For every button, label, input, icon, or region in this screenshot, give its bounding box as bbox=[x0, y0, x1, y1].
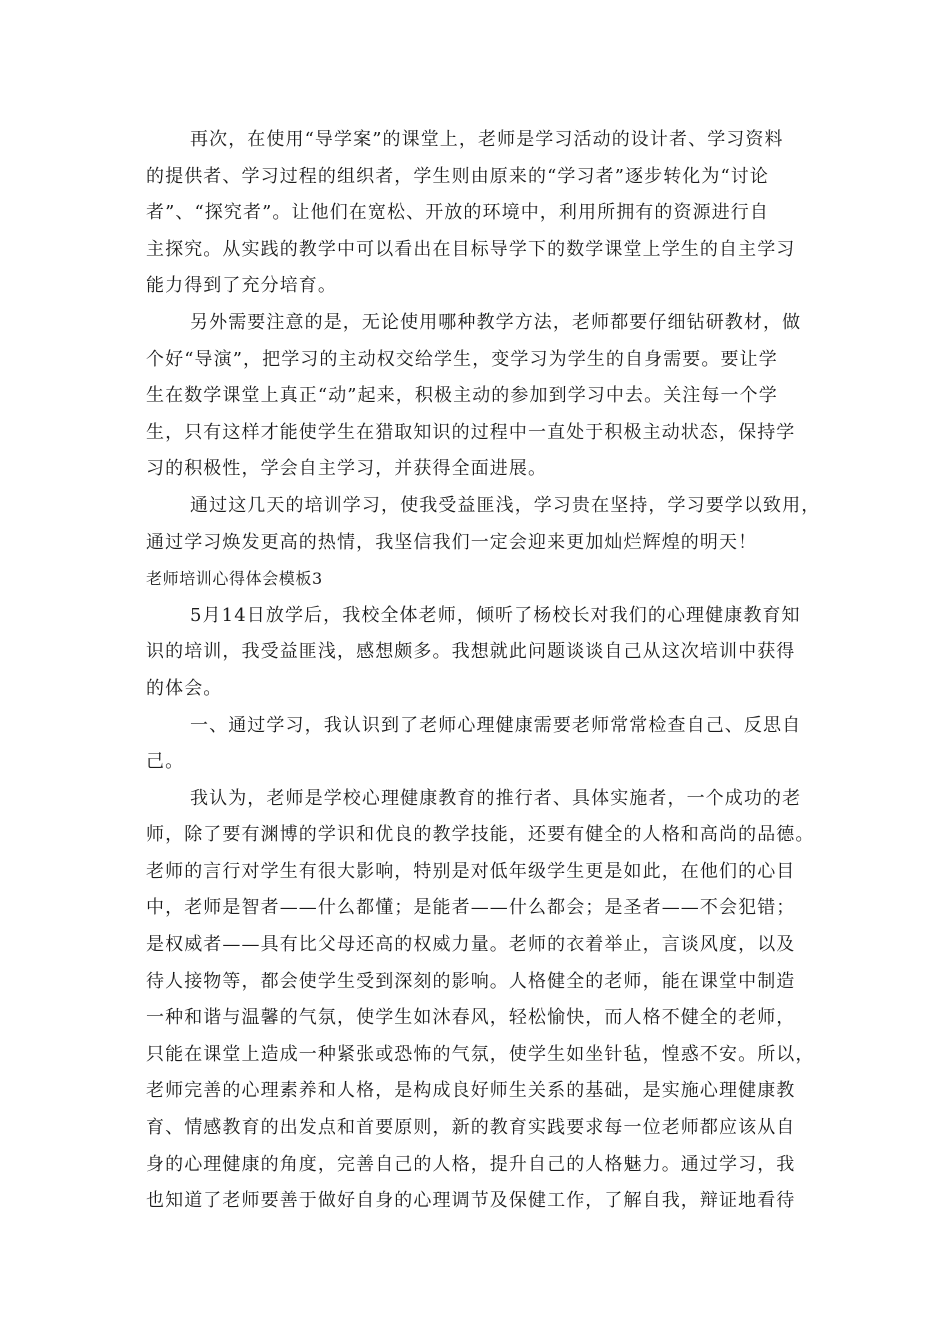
text-line: 主探究。从实践的教学中可以看出在目标导学下的数学课堂上学生的自主学习 bbox=[146, 238, 796, 260]
text-line: 是权威者——具有比父母还高的权威力量。老师的衣着举止，言谈风度，以及 bbox=[146, 934, 796, 956]
text-line: 待人接物等，都会使学生受到深刻的影响。人格健全的老师，能在课堂中制造 bbox=[146, 970, 796, 992]
document-body bbox=[146, 122, 821, 1220]
text-line: 习的积极性，学会自主学习，并获得全面进展。 bbox=[146, 458, 548, 480]
text-line: 老师完善的心理素养和人格，是构成良好师生关系的基础，是实施心理健康教 bbox=[146, 1080, 796, 1102]
paragraph-training-intro bbox=[146, 598, 802, 708]
text-line: 身的心理健康的角度，完善自己的人格，提升自己的人格魅力。通过学习，我 bbox=[146, 1153, 796, 1175]
text-line: 个好“导演”，把学习的主动权交给学生，变学习为学生的自身需要。要让学 bbox=[146, 348, 778, 370]
text-line: 再次，在使用“导学案”的课堂上，老师是学习活动的设计者、学习资料 bbox=[190, 129, 784, 150]
paragraph-teacher-role bbox=[146, 781, 815, 1220]
text-line: 另外需要注意的是，无论使用哪种教学方法，老师都要仔细钻研教材，做 bbox=[190, 311, 802, 333]
text-line: 通过这几天的培训学习，使我受益匪浅，学习贵在坚持，学习要学以致用， bbox=[190, 494, 821, 516]
text-line: 能力得到了充分培育。 bbox=[146, 275, 337, 297]
text-line: 也知道了老师要善于做好自身的心理调节及保健工作，了解自我，辩证地看待 bbox=[146, 1190, 796, 1212]
paragraph-guided-learning bbox=[146, 122, 802, 305]
text-line: 老师的言行对学生有很大影响，特别是对低年级学生更是如此，在他们的心目 bbox=[146, 860, 796, 882]
text-line: 通过学习焕发更高的热情，我坚信我们一定会迎来更加灿烂辉煌的明天！ bbox=[146, 531, 758, 553]
text-line: 5月14日放学后，我校全体老师，倾听了杨校长对我们的心理健康教育知 bbox=[190, 604, 801, 626]
section-heading: 老师培训心得体会模板3 bbox=[146, 569, 323, 589]
text-line: 我认为，老师是学校心理健康教育的推行者、具体实施者，一个成功的老 bbox=[190, 787, 802, 809]
text-line: 识的培训，我受益匪浅，感想颇多。我想就此问题谈谈自己从这次培训中获得 bbox=[146, 641, 796, 663]
text-line: 的体会。 bbox=[146, 677, 223, 699]
text-line: 师，除了要有渊博的学识和优良的教学技能，还要有健全的人格和高尚的品德。 bbox=[146, 824, 815, 846]
text-line: 者”、“探究者”。让他们在宽松、开放的环境中，利用所拥有的资源进行自 bbox=[146, 202, 770, 224]
paragraph-conclusion bbox=[146, 488, 821, 561]
text-line: 生在数学课堂上真正“动”起来，积极主动的参加到学习中去。关注每一个学 bbox=[146, 385, 778, 407]
text-line: 生，只有这样才能使学生在猎取知识的过程中一直处于积极主动状态，保持学 bbox=[146, 421, 796, 443]
paragraph-teaching-method bbox=[146, 305, 802, 488]
text-line: 一种和谐与温馨的气氛，使学生如沐春风，轻松愉快，而人格不健全的老师， bbox=[146, 1007, 796, 1029]
text-line: 育、情感教育的出发点和首要原则，新的教育实践要求每一位老师都应该从自 bbox=[146, 1117, 796, 1139]
text-line: 中，老师是智者——什么都懂；是能者——什么都会；是圣者——不会犯错； bbox=[146, 897, 796, 919]
text-line: 只能在课堂上造成一种紧张或恐怖的气氛，使学生如坐针毡，惶惑不安。所以， bbox=[146, 1043, 815, 1065]
paragraph-point-one bbox=[146, 708, 802, 781]
text-line: 的提供者、学习过程的组织者，学生则由原来的“学习者”逐步转化为“讨论 bbox=[146, 165, 770, 187]
text-line: 一、通过学习，我认识到了老师心理健康需要老师常常检查自己、反思自 bbox=[190, 714, 802, 736]
text-line: 己。 bbox=[146, 751, 185, 773]
